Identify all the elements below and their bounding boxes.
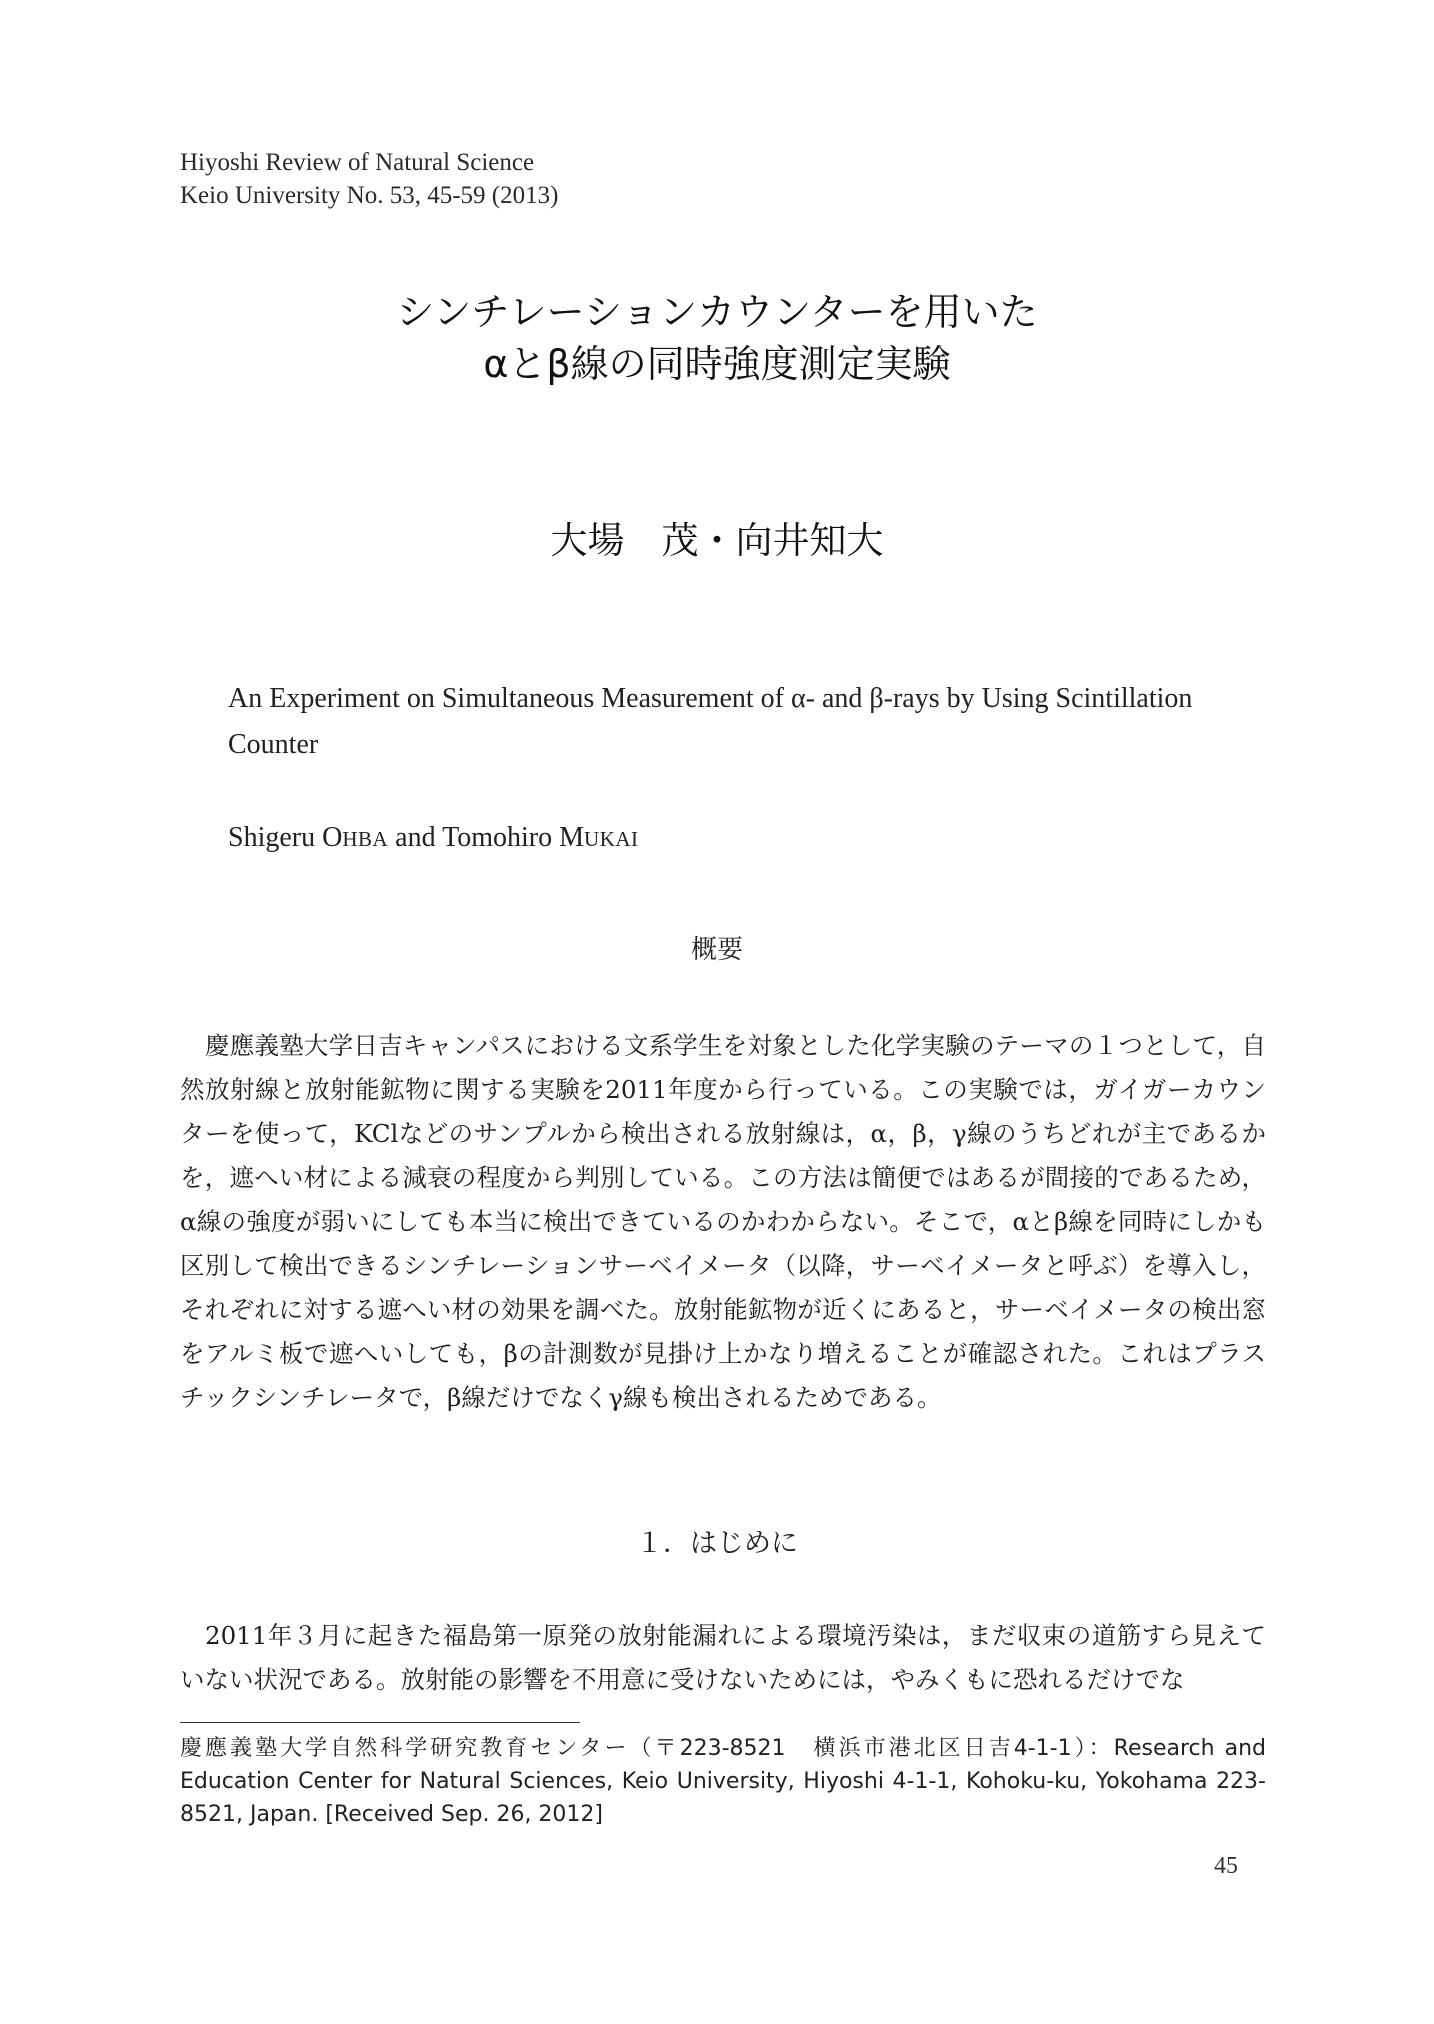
abstract-body <box>180 1024 1266 1420</box>
author-2-surname-smallcaps: UKAI <box>584 827 639 851</box>
journal-issue: Keio University No. 53, 45-59 (2013) <box>180 182 559 209</box>
paper-title-line-2: αとβ線の同時強度測定実験 <box>483 342 951 386</box>
footnote-rule <box>180 1722 580 1723</box>
journal-name: Hiyoshi Review of Natural Science <box>180 149 535 176</box>
abstract-paragraph: 慶應義塾大学日吉キャンパスにおける文系学生を対象とした化学実験のテーマの１つとして，自然放射線と放射能鉱物に関する実験を2011年度から行っている。この実験では，ガイガーカウンターを使って，KClなどのサンプルから検出される放射線は，α，β，γ線のうちどれが主であるかを，遮へい材による減衰の程度から判別している。この方法は簡便ではあるが間接的であるため，α線の強度が弱いにしても本当に検出できているのかわからない。そこで，αとβ線を同時にしかも区別して検出できるシンチレーションサーベイメータ（以降，サーベイメータと呼ぶ）を導入し，それぞれに対する遮へい材の効果を調べた。放射能鉱物が近くにあると，サーベイメータの検出窓をアルミ板で遮へいしても，βの計測数が見掛け上かなり増えることが確認された。これはプラスチックシンチレータで，β線だけでなくγ線も検出されるためである。 <box>180 1031 1266 1412</box>
section-1-body <box>180 1614 1266 1702</box>
author-1-surname-smallcaps: HBA <box>342 827 389 851</box>
footnote-affiliation: 慶應義塾大学自然科学研究教育センター（〒223-8521 横浜市港北区日吉4-1-1）：Research and Education Center for Natural Sciences, Keio University, Hiyoshi 4-1-1, Kohoku-ku, Yokohama 223-8521, Japan. [Received Sep. 26, 2012] <box>180 1736 1266 1827</box>
author-1-given: Shigeru O <box>228 822 343 853</box>
journal-citation <box>180 146 558 212</box>
abstract-heading: 概要 <box>690 935 743 965</box>
section-1-heading: １．はじめに <box>636 1528 798 1559</box>
english-title: An Experiment on Simultaneous Measurement of α- and β-rays by Using Scintillation Counter <box>228 683 1193 760</box>
author-conjunction: and Tomohiro M <box>388 822 585 853</box>
paper-title-line-1: シンチレーションカウンターを用いた <box>396 290 1038 334</box>
english-authors <box>228 818 639 859</box>
page-number: 45 <box>1214 1853 1238 1879</box>
authors-japanese: 大場 茂・向井知大 <box>550 519 884 562</box>
section-1-paragraph: 2011年３月に起きた福島第一原発の放射能漏れによる環境汚染は，まだ収束の道筋すら見えていない状況である。放射能の影響を不用意に受けないためには，やみくもに恐れるだけでな <box>180 1621 1266 1694</box>
